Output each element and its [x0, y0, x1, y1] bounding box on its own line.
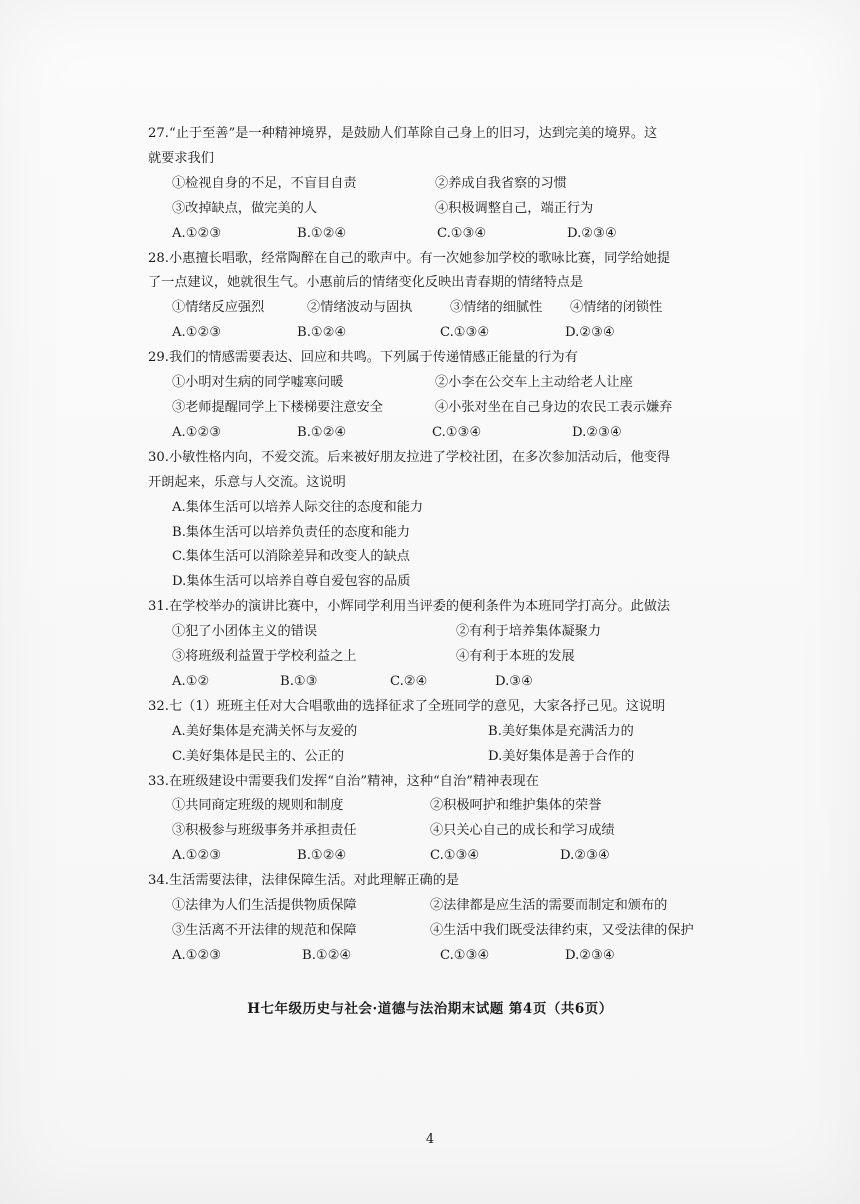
statement-row [148, 197, 728, 222]
question-stem [148, 695, 728, 720]
statement: ②法律都是应生活的需要而制定和颁布的 [430, 898, 668, 914]
statement-row [148, 894, 728, 919]
answer-option[interactable]: D.②③④ [565, 947, 615, 963]
statement-row [148, 794, 728, 819]
answer-option[interactable]: A.①②③ [172, 225, 222, 241]
statement: ①小明对生病的同学嘘寒问暖 [172, 375, 344, 391]
question-list [148, 122, 728, 969]
question-33 [148, 770, 728, 870]
answer-option[interactable]: C.①③④ [432, 424, 482, 440]
question-29 [148, 346, 728, 446]
statement-row [148, 296, 728, 321]
answer-option[interactable]: A.①② [172, 673, 210, 689]
answer-option[interactable]: B.①②④ [297, 325, 347, 341]
stem-line: 开朗起来，乐意与人交流。这说明 [148, 474, 346, 490]
answer-row [148, 844, 728, 869]
answer-row [148, 745, 728, 770]
answer-row [148, 720, 728, 745]
answer-option[interactable]: D.②③④ [565, 325, 615, 341]
stem-line: 33.在班级建设中需要我们发挥“自治”精神，这种“自治”精神表现在 [148, 773, 539, 789]
statement: ④只关心自己的成长和学习成绩 [430, 823, 615, 839]
stem-line: 27.“止于至善”是一种精神境界，是鼓励人们革除自己身上的旧习，达到完美的境界。这 [148, 126, 658, 141]
answer-option[interactable]: A.美好集体是充满关怀与友爱的 [172, 723, 358, 739]
statement: ①法律为人们生活提供物质保障 [172, 898, 357, 914]
statement: ④积极调整自己，端正行为 [435, 200, 594, 216]
statement: ④生活中我们既受法律约束，又受法律的保护 [430, 923, 694, 938]
answer-option[interactable]: B.①③ [280, 673, 318, 689]
answer-option[interactable]: C.②④ [390, 673, 428, 689]
page-footer: H七年级历史与社会·道德与法治期末试题 第4页（共6页） [247, 1001, 613, 1017]
answer-row [148, 670, 728, 695]
question-28 [148, 247, 728, 347]
statement: ①共同商定班级的规则和制度 [172, 798, 344, 814]
answer-option[interactable]: A.①②③ [172, 325, 222, 341]
stem-line: 31.在学校举办的演讲比赛中，小辉同学利用当评委的便利条件为本班同学打高分。此做法 [148, 599, 671, 615]
statement-row [148, 620, 728, 645]
question-stem [148, 770, 728, 795]
statement-row [148, 172, 728, 197]
question-stem [148, 247, 728, 297]
stem-line: 30.小敏性格内向，不爱交流。后来被好朋友拉进了学校社团，在多次参加活动后，他变得 [148, 449, 671, 465]
stem-line: 了一点建议，她就很生气。小惠前后的情绪变化反映出青春期的情绪特点是 [148, 275, 584, 291]
question-stem [148, 869, 728, 894]
question-stem [148, 122, 728, 172]
statement: ③积极参与班级事务并承担责任 [172, 823, 357, 839]
answer-option[interactable]: C.集体生活可以消除差异和改变人的缺点 [172, 549, 410, 565]
answer-option[interactable]: A.集体生活可以培养人际交往的态度和能力 [172, 499, 424, 515]
statement: ③生活离不开法律的规范和保障 [172, 923, 357, 938]
statement: ③将班级利益置于学校利益之上 [172, 649, 357, 665]
answer-row [148, 222, 728, 247]
question-32 [148, 695, 728, 770]
answer-option[interactable]: A.①②③ [172, 848, 222, 864]
answer-option[interactable]: B.①②④ [297, 225, 347, 241]
page-number: 4 [425, 1132, 435, 1147]
answer-row [148, 321, 728, 346]
answer-option[interactable]: C.①③④ [440, 325, 490, 341]
answer-option[interactable]: D.②③④ [560, 848, 610, 864]
statement: ③老师提醒同学上下楼梯要注意安全 [172, 399, 383, 415]
answer-option[interactable]: B.①②④ [297, 848, 347, 864]
statement: ②积极呵护和维护集体的荣誉 [430, 798, 602, 814]
statement: ①犯了小团体主义的错误 [172, 624, 318, 640]
statement: ③情绪的细腻性 [450, 300, 543, 316]
statement: ①检视自身的不足，不盲目自责 [172, 175, 357, 191]
answer-row [148, 421, 728, 446]
answer-option[interactable]: B.①②④ [297, 424, 347, 440]
answer-option[interactable]: A.①②③ [172, 424, 222, 440]
answer-option[interactable]: C.①③④ [440, 947, 490, 963]
answer-option[interactable]: C.美好集体是民主的、公正的 [172, 748, 345, 764]
answer-row [148, 944, 728, 969]
question-stem [148, 446, 728, 496]
answer-option[interactable]: C.①③④ [437, 225, 487, 241]
statement-row [148, 919, 728, 944]
question-stem [148, 595, 728, 620]
statement: ②情绪波动与固执 [307, 300, 413, 316]
statement: ④情绪的闭锁性 [570, 300, 663, 316]
statement-row [148, 371, 728, 396]
answer-option[interactable]: D.②③④ [567, 225, 617, 241]
answer-option[interactable]: D.③④ [495, 673, 533, 689]
answer-option[interactable]: C.①③④ [430, 848, 480, 864]
answer-option[interactable]: B.集体生活可以培养负责任的态度和能力 [172, 524, 411, 540]
stem-line: 32.七（1）班班主任对大合唱歌曲的选择征求了全班同学的意见，大家各抒己见。这说明 [148, 698, 666, 714]
stem-line: 34.生活需要法律，法律保障生活。对此理解正确的是 [148, 873, 460, 889]
statement: ②养成自我省察的习惯 [435, 175, 567, 191]
statement: ②有利于培养集体凝聚力 [456, 624, 602, 640]
statement-row [148, 645, 728, 670]
statement: ①情绪反应强烈 [172, 300, 265, 316]
answer-option[interactable]: D.美好集体是善于合作的 [488, 748, 635, 764]
answer-option[interactable]: D.集体生活可以培养自尊自爱包容的品质 [172, 574, 411, 590]
question-31 [148, 595, 728, 695]
question-34 [148, 869, 728, 969]
statement: ②小李在公交车上主动给老人让座 [435, 375, 633, 391]
stem-line: 29.我们的情感需要表达、回应和共鸣。下列属于传递情感正能量的行为有 [148, 350, 578, 366]
statement-row [148, 819, 728, 844]
statement: ④小张对坐在自己身边的农民工表示嫌弃 [435, 399, 673, 415]
question-stem [148, 346, 728, 371]
answer-option[interactable]: B.美好集体是充满活力的 [488, 723, 634, 739]
question-30 [148, 446, 728, 595]
statement: ③改掉缺点，做完美的人 [172, 200, 318, 216]
question-27 [148, 122, 728, 247]
answer-option[interactable]: D.②③④ [572, 424, 622, 440]
statement-row [148, 396, 728, 421]
answer-option[interactable]: B.①②④ [302, 947, 352, 963]
stem-line: 28.小惠擅长唱歌，经常陶醉在自己的歌声中。有一次她参加学校的歌咏比赛，同学给她提 [148, 250, 671, 266]
stem-line: 就要求我们 [148, 150, 214, 166]
statement: ④有利于本班的发展 [456, 649, 575, 665]
answer-option[interactable]: A.①②③ [172, 947, 222, 963]
